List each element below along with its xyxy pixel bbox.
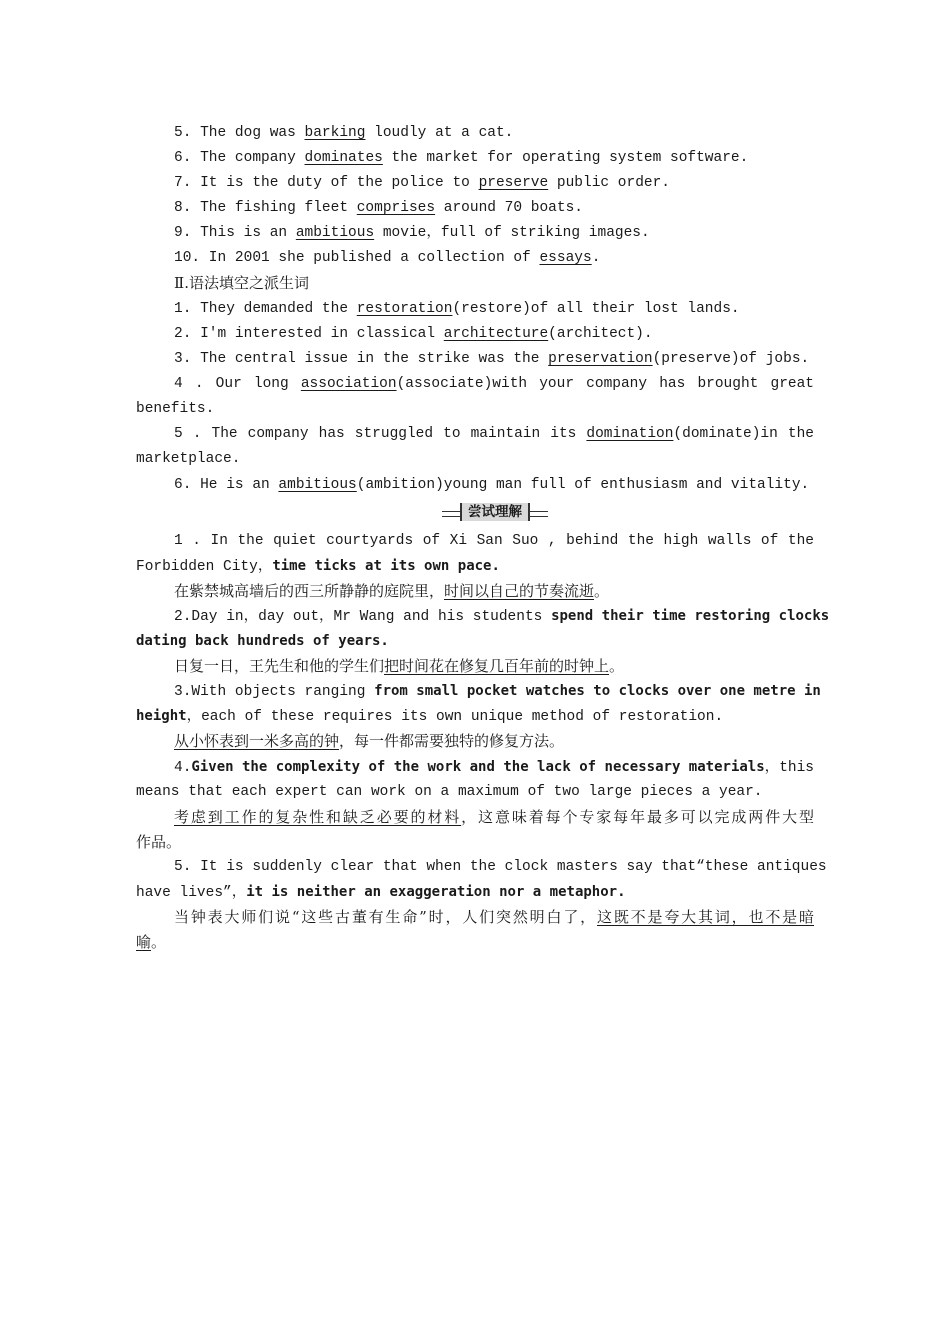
translation-text: 在紫禁城高墙后的西三所静静的庭院里，	[174, 582, 445, 600]
vocab-item-7	[174, 173, 814, 193]
heading-label: 尝试理解	[460, 503, 530, 521]
answer-word: association	[300, 376, 397, 392]
grammar-item-4-continued: benefits.	[136, 401, 215, 417]
understanding-2-line-2	[136, 631, 814, 652]
sentence-text: public order.	[548, 175, 671, 191]
translation-key-phrase: 这既不是夸大其词，也不是暗	[597, 908, 814, 926]
understanding-4-line-1	[174, 757, 814, 778]
vocab-item-10	[174, 248, 814, 268]
sentence-text: 5. The dog was	[174, 125, 305, 141]
understanding-5-line-1: 5. It is suddenly clear that when the clock masters say that“these antiques	[174, 859, 827, 875]
understanding-3-translation	[174, 731, 814, 751]
understanding-4-line-2: means that each expert can work on a maximum of two large pieces a year.	[136, 784, 763, 800]
sentence-text: loudly at a cat.	[365, 125, 514, 141]
answer-word: ambitious	[278, 477, 357, 493]
sentence-text: (ambition)young man full of enthusiasm and vitality.	[356, 477, 810, 493]
sentence-text: 9. This is an	[174, 225, 296, 241]
answer-word: essays	[539, 250, 592, 266]
understanding-5-line-2	[136, 882, 814, 903]
translation-key-phrase: 喻	[136, 933, 152, 951]
understanding-5-translation-continued	[136, 932, 814, 952]
sentence-text: 5 . The company has struggled to maintain its	[174, 426, 587, 442]
translation-text: 。	[151, 933, 167, 951]
key-phrase: time ticks at its own pace.	[272, 558, 500, 574]
key-phrase: from small pocket watches to clocks over one metre in	[374, 683, 821, 699]
understanding-3-line-1	[174, 681, 821, 702]
translation-key-phrase: 时间以自己的节奏流逝	[444, 582, 595, 600]
sentence-text: 10. In 2001 she published a collection of	[174, 250, 540, 266]
sentence-text: (restore)of all their lost lands.	[452, 301, 740, 317]
sentence-text: movie，full of striking images.	[374, 225, 650, 241]
understanding-1-translation	[174, 581, 814, 601]
sentence-text: 4 . Our long	[174, 376, 301, 392]
section-heading-grammar: Ⅱ.语法填空之派生词	[174, 274, 309, 292]
grammar-item-3	[174, 349, 814, 369]
answer-word: barking	[304, 125, 366, 141]
grammar-item-4	[174, 374, 814, 394]
sentence-text: have lives”，	[136, 885, 247, 901]
vocab-item-8	[174, 198, 814, 218]
sentence-text: (architect).	[548, 326, 653, 342]
translation-text: ，这意味着每个专家每年最多可以完成两件大型	[461, 808, 814, 826]
key-phrase: spend their time restoring clocks	[551, 608, 830, 624]
translation-text: 日复一日，王先生和他的学生们	[174, 657, 385, 675]
sentence-text: (preserve)of jobs.	[652, 351, 810, 367]
sentence-text: 4.	[174, 760, 192, 776]
sentence-text: ，this	[764, 760, 814, 776]
answer-word: restoration	[356, 301, 453, 317]
answer-word: comprises	[356, 200, 436, 216]
understanding-2-line-1	[174, 606, 830, 627]
sentence-text: (dominate)in the	[673, 426, 814, 442]
section-heading-understanding	[442, 503, 548, 521]
grammar-item-1	[174, 299, 814, 319]
answer-word: dominates	[304, 150, 383, 166]
sentence-text: 2. I'm interested in classical	[174, 326, 444, 342]
translation-key-phrase: 从小怀表到一米多高的钟	[174, 732, 340, 750]
understanding-4-translation-continued: 作品。	[136, 833, 182, 851]
vocab-item-6	[174, 148, 814, 168]
vocab-item-5	[174, 123, 814, 143]
key-phrase: Given the complexity of the work and the lack of necessary materials	[191, 759, 765, 775]
sentence-text: 6. He is an	[174, 477, 279, 493]
sentence-text: (associate)with your company has brought great	[396, 376, 815, 392]
sentence-text: 3. The central issue in the strike was the	[174, 351, 549, 367]
answer-word: preserve	[478, 175, 549, 191]
sentence-text: 6. The company	[174, 150, 305, 166]
sentence-text: .	[591, 250, 601, 266]
sentence-text: 2.Day in，day out，Mr Wang and his students	[174, 609, 552, 625]
translation-text: ，每一件都需要独特的修复方法。	[339, 732, 565, 750]
grammar-item-6	[174, 475, 814, 495]
understanding-2-translation	[174, 656, 814, 676]
translation-text: 。	[594, 582, 610, 600]
sentence-text: 3.With objects ranging	[174, 684, 375, 700]
grammar-item-5-continued: marketplace.	[136, 451, 241, 467]
vocab-item-9	[174, 223, 814, 243]
sentence-text: 8. The fishing fleet	[174, 200, 357, 216]
answer-word: architecture	[443, 326, 549, 342]
sentence-text: around 70 boats.	[435, 200, 583, 216]
understanding-1-line-2	[136, 556, 814, 577]
translation-text: 。	[609, 657, 625, 675]
sentence-text: 1. They demanded the	[174, 301, 357, 317]
answer-word: ambitious	[295, 225, 375, 241]
key-phrase: dating back hundreds of years.	[136, 633, 389, 649]
grammar-item-2	[174, 324, 814, 344]
sentence-text: 7. It is the duty of the police to	[174, 175, 479, 191]
understanding-3-line-2	[136, 706, 814, 727]
understanding-5-translation	[174, 907, 814, 927]
sentence-text: Forbidden City，	[136, 559, 273, 575]
understanding-4-translation	[174, 807, 814, 827]
translation-key-phrase: 考虑到工作的复杂性和缺乏必要的材料	[174, 808, 462, 826]
grammar-item-5	[174, 424, 814, 444]
sentence-text: ，each of these requires its own unique method of restoration.	[186, 709, 724, 725]
key-phrase: it is neither an exaggeration nor a metaphor.	[246, 884, 626, 900]
answer-word: preservation	[548, 351, 653, 367]
key-phrase: height	[136, 708, 187, 724]
answer-word: domination	[586, 426, 674, 442]
sentence-text: the market for operating system software.	[382, 150, 749, 166]
understanding-1-line-1: 1 . In the quiet courtyards of Xi San Suo , behind the high walls of the	[174, 533, 814, 549]
translation-text: 当钟表大师们说“这些古董有生命”时，人们突然明白了，	[174, 908, 597, 926]
translation-key-phrase: 把时间花在修复几百年前的时钟上	[384, 657, 610, 675]
